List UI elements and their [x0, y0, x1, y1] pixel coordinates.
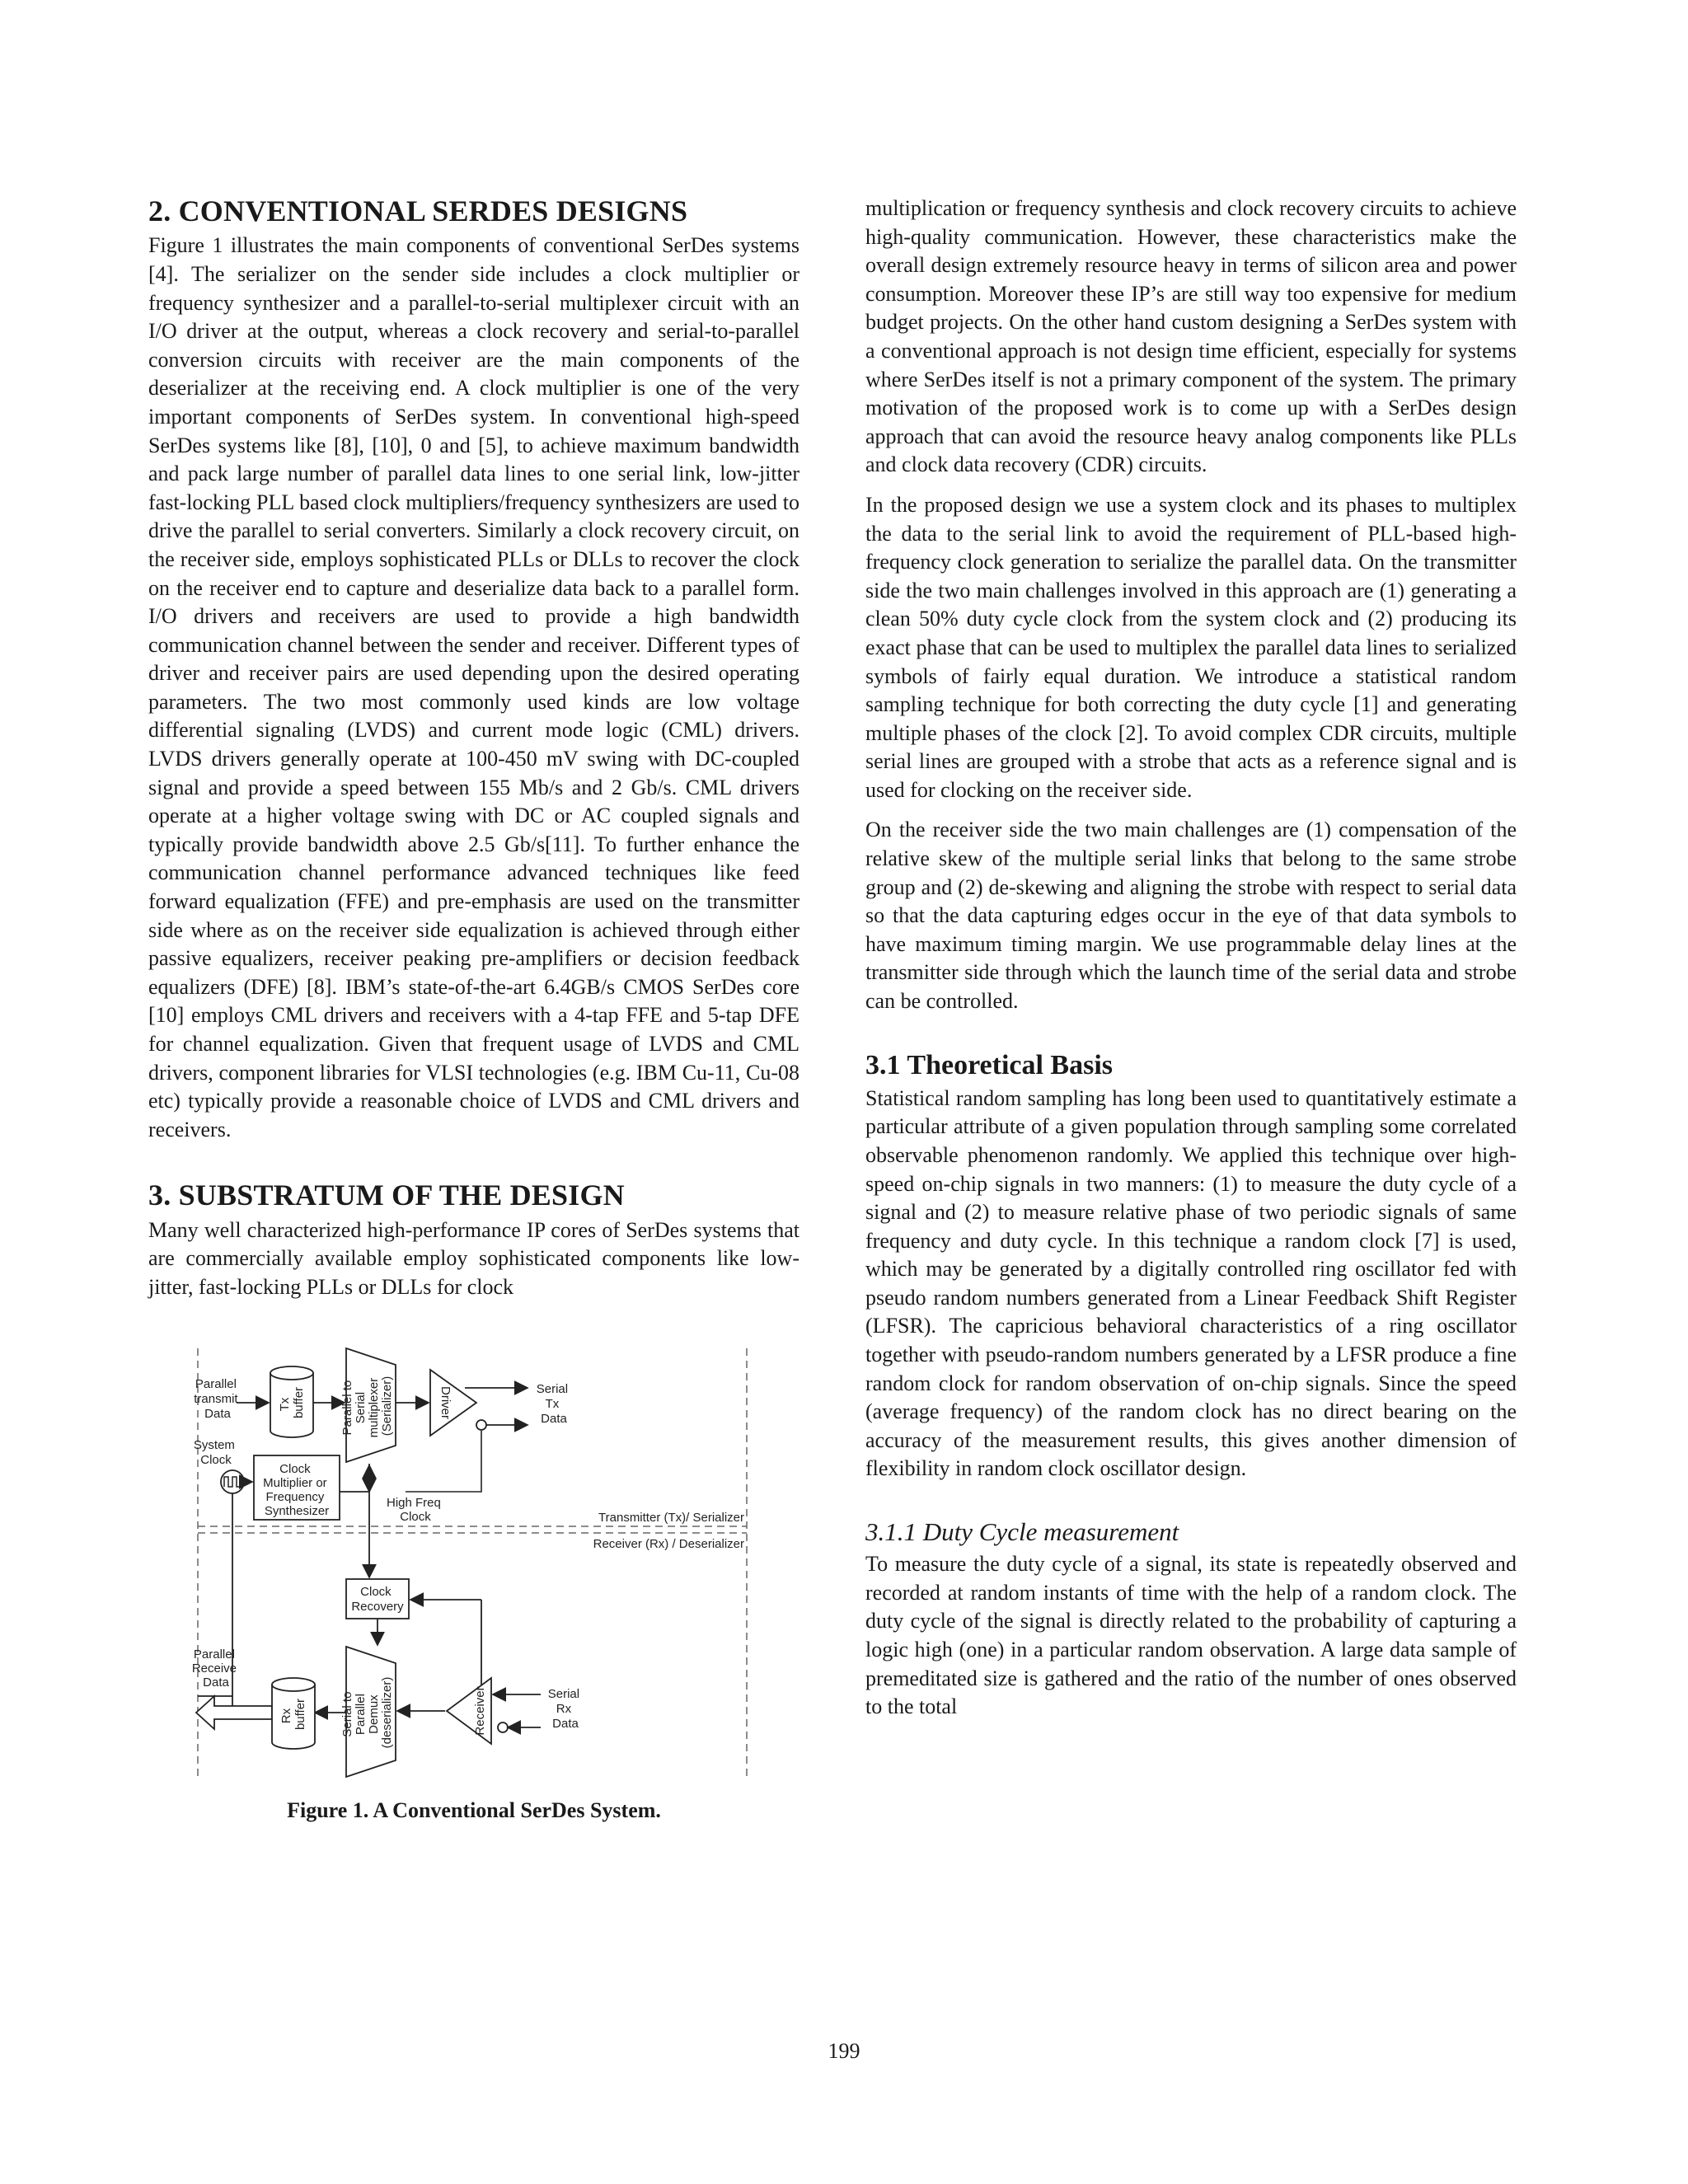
section-2-paragraph: Figure 1 illustrates the main components of conventional SerDes systems [4]. The serializer on the sender side includes a clock multiplier or frequency synthesizer and a parallel-to-serial multiplexer circuit with an I/O driver at the output, whereas a clock recovery and serial-to-parallel conversion circuits with receiver are the main components of the deserializer at the receiving end. A clock multiplier is one of the very important components of SerDes system. In conventional high-speed SerDes systems like [8], [10], 0 and [5], to achieve maximum bandwidth and pack large number of parallel data lines to one serial link, low-jitter fast-locking PLL based clock multipliers/frequency synthesizers are used to drive the parallel to serial converters. Similarly a clock recovery circuit, on the receiver side, employs sophisticated PLLs or DLLs to recover the clock on the receiver end to capture and deserialize data back to a parallel form. I/O drivers and receivers are used to provide a high bandwidth communication channel between the sender and receiver. Different types of driver and receiver pairs are used depending upon the desired operating parameters. The two most commonly used kinds are low voltage differential signaling (LVDS) and current mode logic (CML) drivers. LVDS drivers generally operate at 100-450 mV swing with DC-coupled signal and provide a speed between 155 Mb/s and 2 Gb/s. CML drivers operate at a higher voltage swing with DC or AC coupled signals and typically provide bandwidth above 2.5 Gb/s[11]. To further enhance the communication channel performance advanced techniques like feed forward equalization (FFE) and pre-emphasis are used on the transmitter side where as on the receiver side equalization is achieved through either passive equalizers, receiver peaking pre-amplifiers or decision feedback equalizers (DFE) [8]. IBM’s state-of-the-art 6.4GB/s CMOS SerDes core [10] employs CML drivers and receivers with a 4-tap FFE and 5-tap DFE for channel equalization. Given that frequent usage of LVDS and CML drivers, component libraries for VLSI technologies (e.g. IBM Cu-11, Cu-08 etc) typically provide a reasonable choice of LVDS and CML drivers and receivers. — [148, 233, 799, 1141]
rx-buffer — [272, 1678, 315, 1749]
system-clock-icon — [221, 1470, 244, 1493]
serial-rx-label: Serial Rx Data — [547, 1686, 580, 1731]
section-3-1-paragraph: Statistical random sampling has long been used to quantitatively estimate a particular attribute of a given population through sampling some correlated observable phenomenon randomly. We applied this technique over high-speed on-chip signals in two manners: (1) to measure the duty cycle of a signal and (2) to measure relative phase of two periodic signals of same frequency and duty cycle. In this technique a random clock [7] is used, which may be generated by a digitally controlled ring oscillator fed with pseudo random numbers generated from a Linear Feedback Shift Register (LFSR). The capricious behavioral characteristics of a ring oscillator together with pseudo-random numbers generated by a LFSR produce a fine random clock for random observation of on-chip signals. Since the speed (average frequency) of the random clock has no direct bearing on the accuracy of the measurement results, this gives another dimension of flexibility in random clock oscillator design. — [865, 1085, 1517, 1481]
right-column — [865, 194, 1517, 1722]
figure-1 — [148, 1340, 799, 1823]
section-3-1-heading: 3.1 Theoretical Basis — [865, 1049, 1114, 1080]
receiver-label: Receiver — [473, 1685, 487, 1736]
tx-buffer — [270, 1366, 313, 1437]
clock-multiplier-label: Clock Multiplier or Frequency Synthesizer — [263, 1461, 330, 1518]
page-number: 199 — [828, 2039, 860, 2063]
serdes-diagram — [148, 1340, 799, 1793]
receiver — [447, 1678, 491, 1744]
parallel-transmit-label: Parallel transmit Data — [194, 1376, 238, 1421]
parallel-receive-arrow — [196, 1696, 272, 1729]
section-3-paragraph: Many well characterized high-performance IP cores of SerDes systems that are commercially available employ sophisticated components like low-jitter, fast-locking PLLs or DLLs for clock — [148, 1217, 799, 1299]
receiver-side-paragraph: On the receiver side the two main challenges are (1) compensation of the relative skew of the multiple serial links that belong to the same strobe group and (2) de-skewing and aligning the strobe with respect to serial data so that the data capturing edges occur in the eye of that data symbols to have maximum timing margin. We use programmable delay lines at the transmitter side through which the launch time of the serial data and strobe can be controlled. — [865, 818, 1517, 1014]
tx-buffer-label: Tx buffer — [278, 1386, 306, 1418]
parallel-receive-label: Parallel Receive Data — [191, 1647, 237, 1690]
left-column — [148, 194, 799, 1823]
rx-buffer-label: Rx buffer — [279, 1698, 307, 1730]
section-2-heading: 2. CONVENTIONAL SERDES DESIGNS — [148, 194, 688, 227]
serial-tx-label: Serial Tx Data — [536, 1381, 569, 1426]
driver — [430, 1370, 486, 1436]
deserializer-demux — [340, 1647, 396, 1777]
serializer-mux — [340, 1348, 396, 1462]
proposed-design-paragraph: In the proposed design we use a system clock and its phases to multiplex the data to the serial link to avoid the requirement of PLL-based high-frequency clock generation to serialize the parallel data. On the transmitter side the two main challenges involved in this approach are (1) generating a clean 50% duty cycle clock from the system clock and (2) producing its exact phase that can be used to multiplex the parallel data lines to serialized symbols of fairly equal duration. We introduce a statistical random sampling technique for both correcting the duty cycle [1] and generating multiple phases of the clock [2]. To avoid complex CDR circuits, multiple serial lines are grouped with a strobe that acts as a reference signal and is used for clocking on the receiver side. — [865, 492, 1517, 802]
serializer-label: Parallel to Serial multiplexer (Serializer) — [340, 1376, 394, 1437]
driver-label: Driver — [438, 1385, 452, 1419]
section-3-heading: 3. SUBSTRATUM OF THE DESIGN — [148, 1179, 625, 1212]
high-freq-clock-label: High Freq Clock — [386, 1495, 441, 1524]
section-3-1-1-paragraph: To measure the duty cycle of a signal, its state is repeatedly observed and recorded at random instants of time with the help of a random clock. The duty cycle of the signal is directly related to the probability of capturing a logic high (one) in a particular random observation. A large data sample of premeditated size is gathered and the ratio of the number of ones observed to the total — [865, 1552, 1517, 1719]
transmitter-region-label: Transmitter (Tx)/ Serializer — [598, 1510, 744, 1525]
system-clock-label: System Clock — [193, 1437, 235, 1467]
clock-recovery-label: Clock Recovery — [351, 1584, 404, 1614]
figure-caption: Figure 1. A Conventional SerDes System. — [287, 1797, 661, 1822]
receiver-region-label: Receiver (Rx) / Deserializer — [593, 1536, 744, 1551]
continued-paragraph: multiplication or frequency synthesis and clock recovery circuits to achieve high-quality communication. However, these characteristics make the overall design extremely resource heavy in terms of silicon area and power consumption. Moreover these IP’s are still way too expensive for medium budget projects. On the other hand custom designing a SerDes system with a conventional approach is not design time efficient, especially for systems where SerDes itself is not a primary component of the system. The primary motivation of the proposed work is to come up with a SerDes design approach that can avoid the resource heavy analog components like PLLs and clock data recovery (CDR) circuits. — [865, 196, 1517, 477]
deserializer-label: Serial to Parallel Demux (deserializer) — [340, 1676, 394, 1748]
section-3-1-1-heading: 3.1.1 Duty Cycle measurement — [865, 1517, 1179, 1547]
